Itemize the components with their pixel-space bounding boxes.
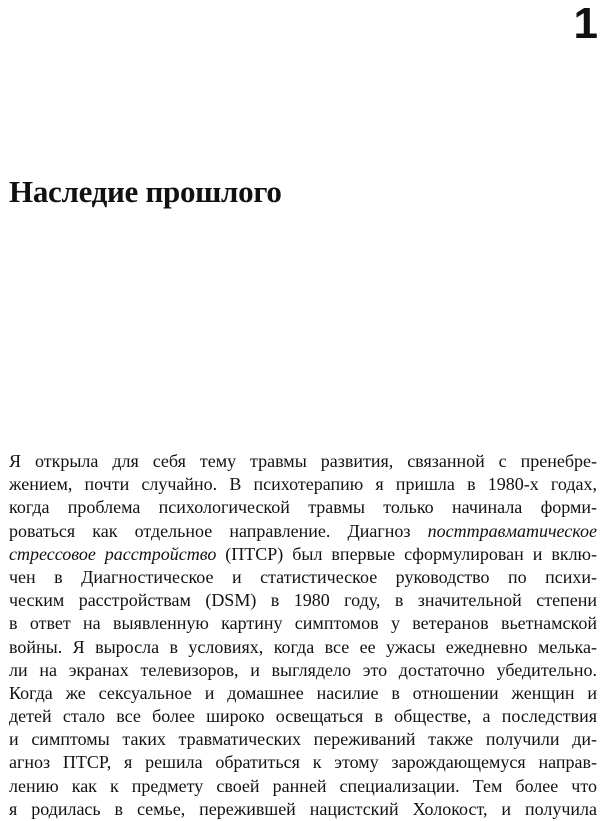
text-line: жением, почти случайно. В психотерапию я пришла в 1980-х годах, [9,474,597,495]
text-line: и симптомы таких травматических переживаний также получили ди- [9,729,597,750]
chapter-number: 1 [573,0,598,48]
text-line: ли на экранах телевизоров, и выглядело это достаточно убедительно. [9,659,597,680]
text-line: ческим расстройствам (DSM) в 1980 году, в значительной степени [9,590,597,611]
text-line: Я открыла для себя тему травмы развития, связанной с пренебре- [9,451,597,471]
text-segment: роваться как отдельное направление. Диагноз [9,520,411,541]
text-line: когда проблема психологической травмы только начинала форми- [9,497,597,518]
text-line [9,520,597,543]
text-line: войны. Я выросла в условиях, когда все ее ужасы ежедневно мелька- [9,636,597,657]
body-text [9,450,597,821]
italic-term: стрессовое расстройство [9,543,217,564]
text-line: лению как к предмету своей ранней специализации. Тем более что [9,775,597,796]
text-line: агноз ПТСР, я решила обратиться к этому зарождающемуся направ- [9,752,597,773]
text-line: чен в Диагностическое и статистическое руководство по психи- [9,566,597,587]
text-line: я родилась в семье, пережившей нацистский Холокост, и получила [9,798,597,819]
text-line: Когда же сексуальное и домашнее насилие в отношении женщин и [9,682,597,703]
chapter-title: Наследие прошлого [9,174,282,209]
text-line: в ответ на выявленную картину симптомов у ветеранов вьетнамской [9,613,597,634]
text-segment: (ПТСР) был впервые сформулирован и вклю- [225,543,597,564]
text-line: детей стало все более широко освещаться в обществе, а последствия [9,706,597,727]
italic-term: посттравматическое [427,520,597,541]
text-line [9,543,597,566]
